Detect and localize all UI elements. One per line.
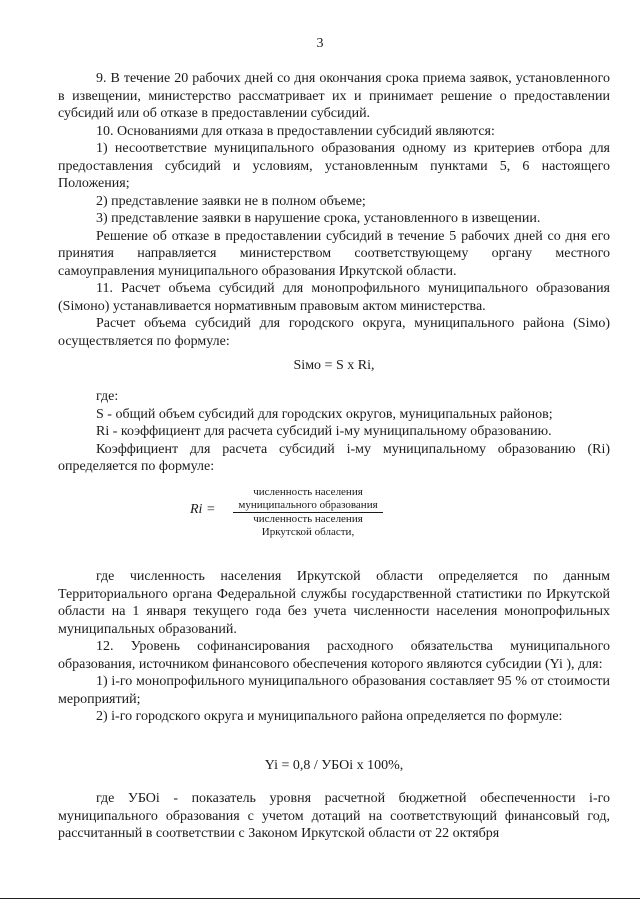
population-paragraph: где численность населения Иркутской области определяется по данным Территориального органа Федеральной службы государственной статистики по Иркутской области на 1 января текущего года без учета численности населения монопрофильных муниципальных образований. — [58, 569, 610, 637]
list-item-1: 1) несоответствие муниципального образования одному из критериев отбора для предоставления субсидий и условиям, установленным пунктами 5, 6 настоящего Положения; — [58, 141, 610, 191]
body-block-c — [58, 568, 610, 726]
paragraph-10: 10. Основаниями для отказа в предоставлении субсидий являются: — [96, 123, 495, 139]
calc-intro-paragraph: Расчет объема субсидий для городского округа, муниципального района (Siмо) осуществляется по формуле: — [58, 316, 610, 349]
fraction-body — [233, 486, 383, 539]
ubo-paragraph: где УБОi - показатель уровня расчетной бюджетной обеспеченности i-го муниципального образования с учетом дотаций на соответствующий финансовый год, рассчитанный в соответствии с Законом Иркутской области от 22 октября — [58, 791, 610, 841]
fraction-lhs: Ri = — [190, 502, 216, 517]
paragraph-11: 11. Расчет объема субсидий для монопрофильного муниципального образования (Siмоно) устанавливается нормативным правовым актом министерства. — [58, 281, 610, 314]
list-item-2: 2) представление заявки не в полном объеме; — [96, 193, 366, 209]
where-label: где: — [96, 389, 119, 404]
numerator-line-1: численность населения — [253, 486, 363, 498]
formula-si: Siмо = S x Ri, — [293, 358, 375, 373]
body-block-d — [58, 790, 610, 843]
paragraph-12: 12. Уровень софинансирования расходного обязательства муниципального образования, источником финансового обеспечения которого являются субсидии (Yi ), для: — [58, 639, 610, 672]
definition-ri: Ri - коэффициент для расчета субсидий i-му муниципальному образованию. — [96, 424, 552, 439]
paragraph-9: 9. В течение 20 рабочих дней со дня окончания срока приема заявок, установленного в извещении, министерство рассматривает их и принимает решение о предоставлении субсидий или об отказе в предоставлении субсидий. — [58, 71, 610, 121]
cofinancing-item-2: 2) i-го городского округа и муниципального района определяется по формуле: — [96, 709, 563, 724]
refusal-paragraph: Решение об отказе в предоставлении субсидий в течение 5 рабочих дней со дня его принятия направляется министерством соответствующему органу местного самоуправления муниципального образования Иркутской области. — [58, 228, 610, 279]
formula-yi: Yi = 0,8 / УБОi x 100%, — [264, 758, 404, 773]
cofinancing-item-1: 1) i-го монопрофильного муниципального образования составляет 95 % от стоимости мероприятий; — [58, 674, 610, 707]
coefficient-paragraph: Коэффициент для расчета субсидий i-му муниципальному образованию (Ri) определяется по формуле: — [58, 441, 610, 474]
page-bottom-edge — [0, 898, 640, 899]
body-block-b — [58, 388, 610, 476]
denominator-line-1: численность населения — [253, 513, 363, 525]
numerator-line-2: муниципального образования — [238, 499, 378, 511]
denominator-line-2: Иркутской области, — [261, 526, 355, 538]
body-block-a — [58, 70, 610, 350]
page-number: 3 — [316, 36, 324, 51]
formula-1-block — [58, 357, 610, 375]
list-item-3: 3) представление заявки в нарушение срока, установленного в извещении. — [96, 211, 541, 226]
formula-2-block — [58, 757, 610, 775]
definition-s: S - общий объем субсидий для городских округов, муниципальных районов; — [96, 406, 553, 422]
